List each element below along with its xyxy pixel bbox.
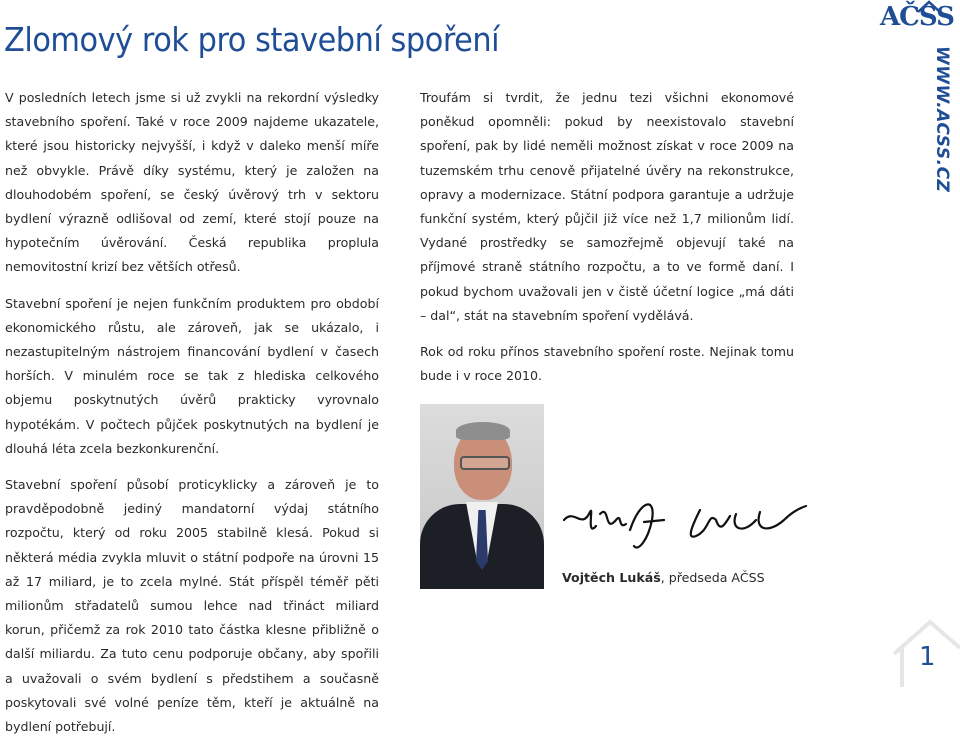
- paragraph: V posledních letech jsme si už zvykli na rekordní výsledky stavebního spoření. Také v roce 2009 najdeme ukazatele, které jsou historicky nejvyšší, i když v daleko menší míře než obvykle. Právě díky systému, který je založen na dlouhodobém spoření, se český úvěrový trh v sektoru bydlení výrazně odlišoval od zemí, které stojí pouze na hypotečním úvěrování. Česká republika proplula nemovitostní krizí bez větších otřesů.: [5, 90, 379, 275]
- roof-logo-icon: [916, 0, 942, 24]
- page-number: 1: [919, 642, 936, 672]
- acss-logo: AČSS: [880, 2, 954, 32]
- page-title: Zlomový rok pro stavební spoření: [4, 20, 500, 59]
- signatory-role: , předseda AČSS: [660, 570, 765, 585]
- signature-caption: [562, 570, 765, 585]
- signatory-name: Vojtěch Lukáš: [562, 570, 661, 585]
- right-column: [420, 86, 794, 400]
- paragraph: Rok od roku přínos stavebního spoření roste. Nejinak tomu bude i v roce 2010.: [420, 344, 794, 384]
- handwritten-signature: [560, 490, 810, 560]
- paragraph: Troufám si tvrdit, že jednu tezi všichni ekonomové poněkud opomněli: pokud by neexistovalo stavební spoření, pak by lidé neměli možnost získat v roce 2009 na tuzemském trhu cenově přijatelné úvěry na rekonstrukce, opravy a modernizace. Státní podpora garantuje a udržuje funkční systém, který půjčil již více než 1,7 milionům lidí. Vydané prostředky se samozřejmě objevují také na příjmové straně státního rozpočtu, a to ve formě daní. I pokud bychom uvažovali jen v čistě účetní logice „má dáti – dal“, stát na stavebním spoření vydělává.: [420, 90, 794, 323]
- left-column: [5, 86, 379, 751]
- paragraph: Stavební spoření působí proticyklicky a zároveň je to pravděpodobně jediný mandatorní výdaj státního rozpočtu, který od roku 2005 stabilně klesá. Pokud si některá média zvykla mluvit o státní podpoře na úrovni 15 až 17 miliard, je to zcela mylné. Stát příspěl téměř pěti milionům střadatelů sumou lehce nad třináct miliard korun, přičemž za rok 2010 tato částka klesne přibližně o další miliardu. Za tuto cenu podporuje občany, aby spořili a uvažovali o svém bydlení s předstihem a současně poskytovali své volné peníze těm, kteří je aktuálně na bydlení potřebují.: [5, 477, 379, 735]
- website-url: WWW.ACSS.CZ: [932, 46, 952, 193]
- paragraph: Stavební spoření je nejen funkčním produktem pro období ekonomického růstu, ale zároveň, jak se ukázalo, i nezastupitelným nástrojem financování bydlení v časech horších. V minulém roce se tak z hlediska celkového objemu poskytnutých úvěrů prakticky vyrovnalo hypotékám. V počtech půjček poskytnutých na bydlení je dlouhá léta zcela bezkonkurenční.: [5, 295, 379, 456]
- portrait-photo: [420, 404, 544, 589]
